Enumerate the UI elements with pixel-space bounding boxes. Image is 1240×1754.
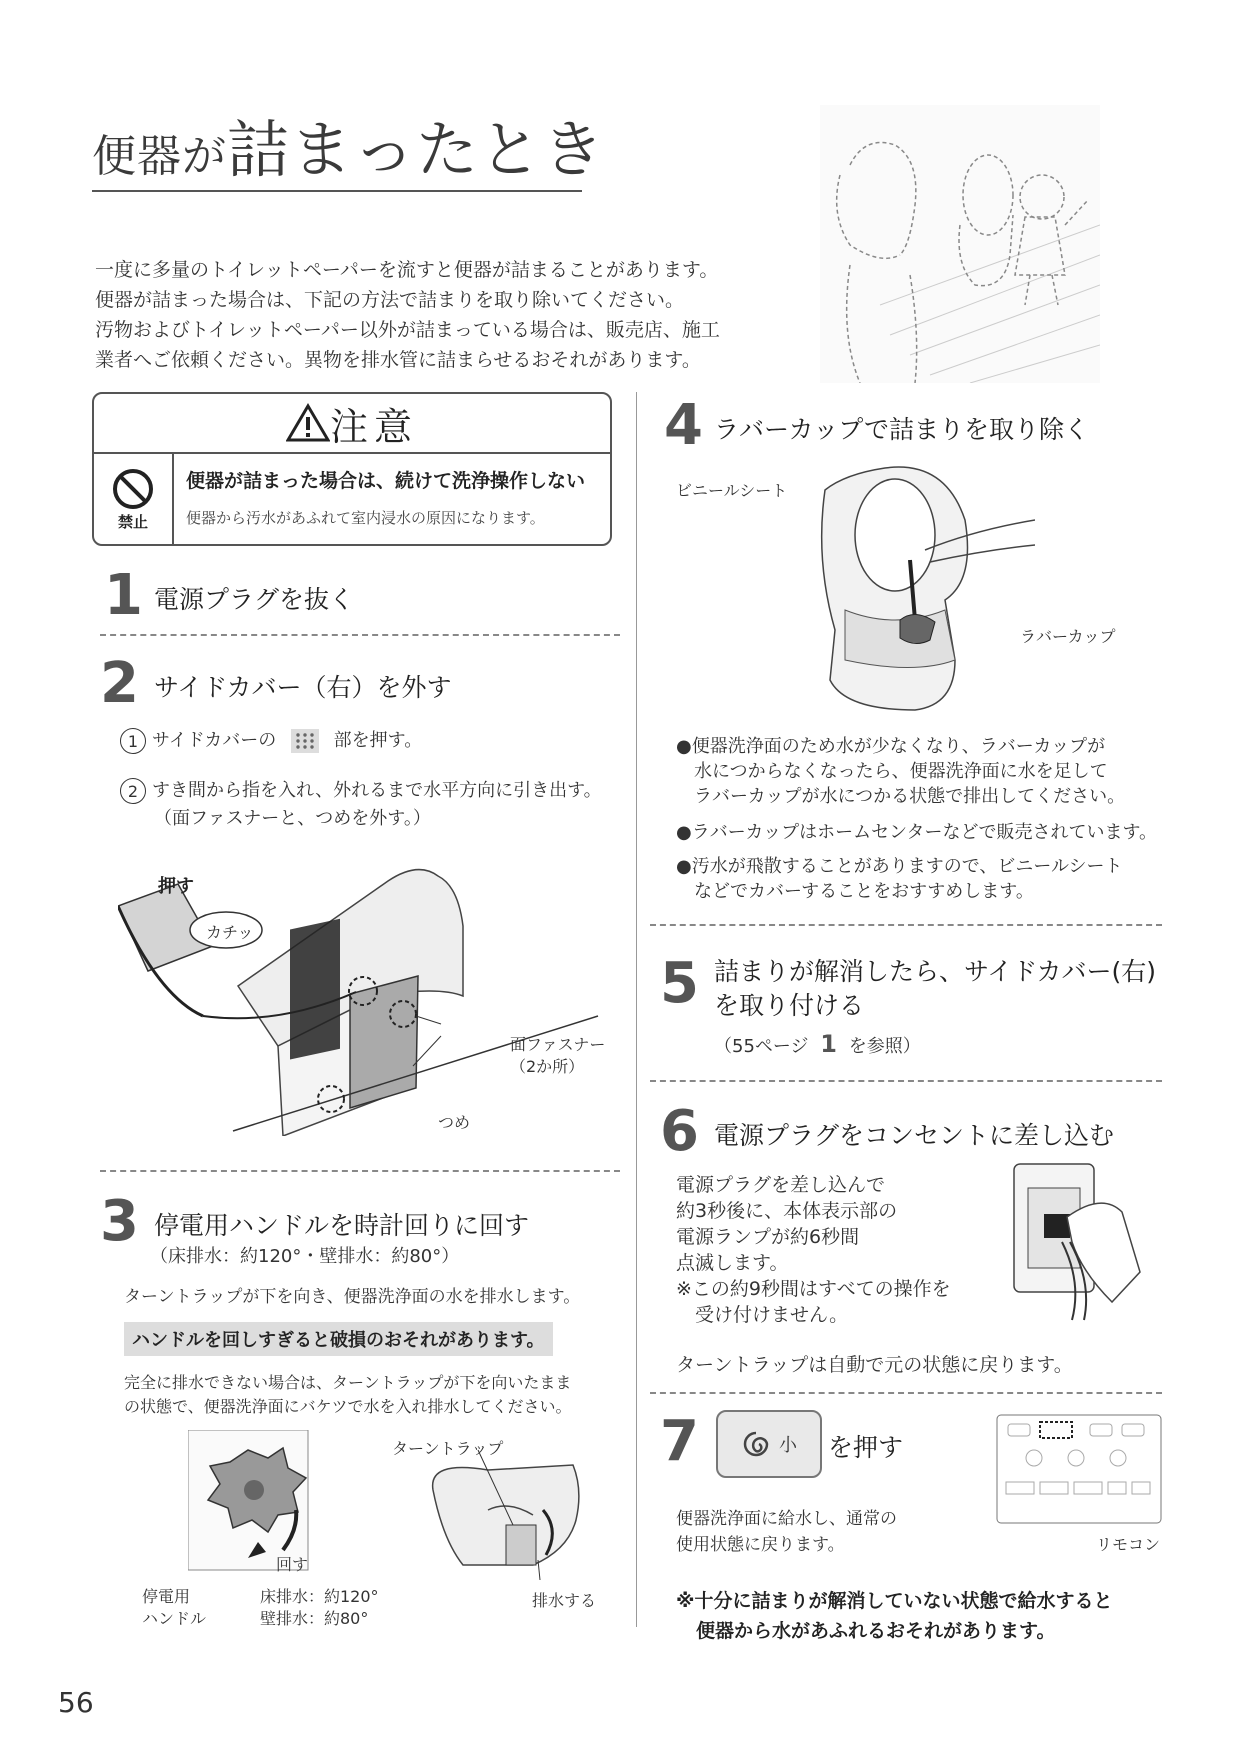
prohibited-cell [94,454,174,544]
step-2-title: サイドカバー（右）を外す [154,673,452,702]
bullet-text: などでカバーすることをおすすめします。 [694,881,1034,902]
caution-sub-text: 便器から汚水があふれて室内浸水の原因になります。 [186,509,545,527]
description-line: 電源プラグを差し込んで [676,1174,886,1196]
bullet-3: ●汚水が飛散することがありますので、ビニールシート などでカバーすることをおすすめします。 [676,856,1123,902]
step-6-description [676,1172,951,1328]
step-7-warning: 便器から水があふれるおそれがあります。 [696,1620,1056,1642]
description-line: 電源ランプが約6秒間 [676,1226,860,1248]
step-7-number: 7 [660,1409,699,1474]
outlet-plug-illustration [1012,1162,1142,1322]
handle-label: 停電用 [142,1587,191,1606]
title-small: 便器が [92,131,227,182]
step-4-title: ラバーカップで詰まりを取り除く [714,415,1090,444]
prohibited-icon [111,467,155,511]
swirl-icon [741,1429,771,1459]
dots-area-icon [290,728,320,754]
description-line: 約3秒後に、本体表示部の [676,1200,898,1222]
caution-text [174,454,595,544]
fastener-count-label: （2か所） [510,1057,585,1076]
click-label: カチッ [206,923,254,942]
reference-step-number: 1 [820,1030,837,1058]
sub-2-text-a: すき間から指を入れ、外れるまで水平方向に引き出す。 [152,780,602,801]
bullet-2: ●ラバーカップはホームセンターなどで販売されています。 [676,822,1158,843]
step-5-title: を取り付ける [714,991,865,1020]
step-7-description: 使用状態に戻ります。 [676,1535,845,1555]
step-7-title: を押す [828,1433,904,1462]
intro-line: 一度に多量のトイレットペーパーを流すと便器が詰まることがあります。 [95,259,719,281]
step-5-reference [714,1030,921,1058]
push-label: 押す [158,876,194,897]
intro-line: 汚物およびトイレットペーパー以外が詰まっている場合は、販売店、施工 [95,319,720,341]
circled-number: 1 [120,728,146,754]
step-7-description: 便器洗浄面に給水し、通常の [676,1509,897,1529]
step-2-sub-1 [120,726,422,754]
step-5-number: 5 [660,951,699,1016]
step-3-subtitle: （床排水：約120°・壁排水：約80°） [150,1246,460,1267]
handle-label: ハンドル [142,1609,207,1628]
step-3-title: 停電用ハンドルを時計回りに回す [154,1211,530,1240]
step-3-description: ターントラップが下を向き、便器洗浄面の水を排水します。 [124,1287,581,1307]
wall-drain-angle: 壁排水：約80° [260,1609,369,1628]
clogged-toilet-illustration [820,105,1100,383]
sub-2-text-b: （面ファスナーと、つめを外す。） [154,808,431,829]
step-7-warning: ※十分に詰まりが解消していない状態で給水すると [676,1590,1113,1612]
step-4-number: 4 [664,393,703,458]
intro-text [95,255,720,375]
bullet-text: 汚水が飛散することがありますので、ビニールシート [691,856,1123,877]
remote-control-illustration [996,1414,1162,1524]
bullet-text: ラバーカップはホームセンターなどで販売されています。 [691,822,1158,843]
button-label: 小 [779,1435,797,1456]
step-6-title: 電源プラグをコンセントに差し込む [714,1121,1115,1150]
sub-1-text-a: サイドカバーの [152,730,277,751]
rubber-cup-label: ラバーカップ [1020,627,1116,646]
description-line: 受け付けません。 [676,1304,849,1326]
vinyl-sheet-label: ビニールシート [676,481,788,500]
step-6-after-text: ターントラップは自動で元の状態に戻ります。 [676,1354,1073,1376]
column-separator [636,392,637,1627]
remote-label: リモコン [1096,1535,1161,1554]
divider [650,1080,1162,1082]
step-1-number: 1 [104,563,143,628]
rubber-cup-illustration [805,460,1035,715]
page-title [92,100,605,189]
turntrap-label: ターントラップ [392,1439,504,1458]
description-line: 点滅します。 [676,1252,789,1274]
floor-drain-angle: 床排水：約120° [260,1587,379,1606]
step-3-number: 3 [100,1189,139,1254]
circled-number: 2 [120,778,146,804]
sub-1-text-b: 部を押す。 [333,730,423,751]
page-number: 56 [58,1686,94,1719]
step-5-title: 詰まりが解消したら、サイドカバー(右) [714,957,1157,986]
caution-box [92,392,612,546]
caution-main-text: 便器が詰まった場合は、続けて洗浄操作しない [186,470,586,492]
caution-heading [94,394,610,454]
step-3-warning: ハンドルを回しすぎると破損のおそれがあります。 [124,1322,553,1356]
intro-line: 便器が詰まった場合は、下記の方法で詰まりを取り除いてください。 [95,289,685,311]
title-rule [92,190,582,192]
rotate-label: 回す [276,1555,309,1574]
warning-triangle-icon [286,403,330,443]
title-large: 詰まったとき [227,113,606,186]
step-2-sub-2 [120,776,602,804]
caution-heading-text: 注意 [329,404,418,449]
bullet-1: ●便器洗浄面のため水が少なくなり、ラバーカップが 水につからなくなったら、便器洗浄面に水を足して ラバーカップが水につかる状態で排出してください。 [676,736,1126,807]
claw-label: つめ [438,1113,471,1132]
reference-text: を参照） [848,1036,921,1057]
intro-line: 業者へご依頼ください。異物を排水管に詰まらせるおそれがあります。 [95,349,701,371]
divider [100,634,620,636]
bullet-text: ラバーカップが水につかる状態で排出してください。 [694,786,1126,807]
caution-body [94,454,610,544]
reference-text: （55ページ [714,1036,809,1057]
step-3-note-line: 完全に排水できない場合は、ターントラップが下を向いたまま [124,1373,572,1392]
bullet-text: 便器洗浄面のため水が少なくなり、ラバーカップが [691,736,1106,757]
description-line: ※この約9秒間はすべての操作を [676,1278,951,1300]
divider [650,924,1162,926]
prohibited-label: 禁止 [117,512,148,531]
divider [650,1392,1162,1394]
fastener-label: 面ファスナー [510,1035,606,1054]
drain-label: 排水する [532,1591,597,1610]
step-2-number: 2 [100,651,139,716]
step-3-note-line: の状態で、便器洗浄面にバケツで水を入れ排水してください。 [124,1397,572,1416]
divider [100,1170,620,1172]
step-6-number: 6 [660,1099,699,1164]
bullet-text: 水につからなくなったら、便器洗浄面に水を足して [694,761,1108,782]
step-1-title: 電源プラグを抜く [154,585,355,614]
small-flush-button[interactable] [716,1410,822,1478]
